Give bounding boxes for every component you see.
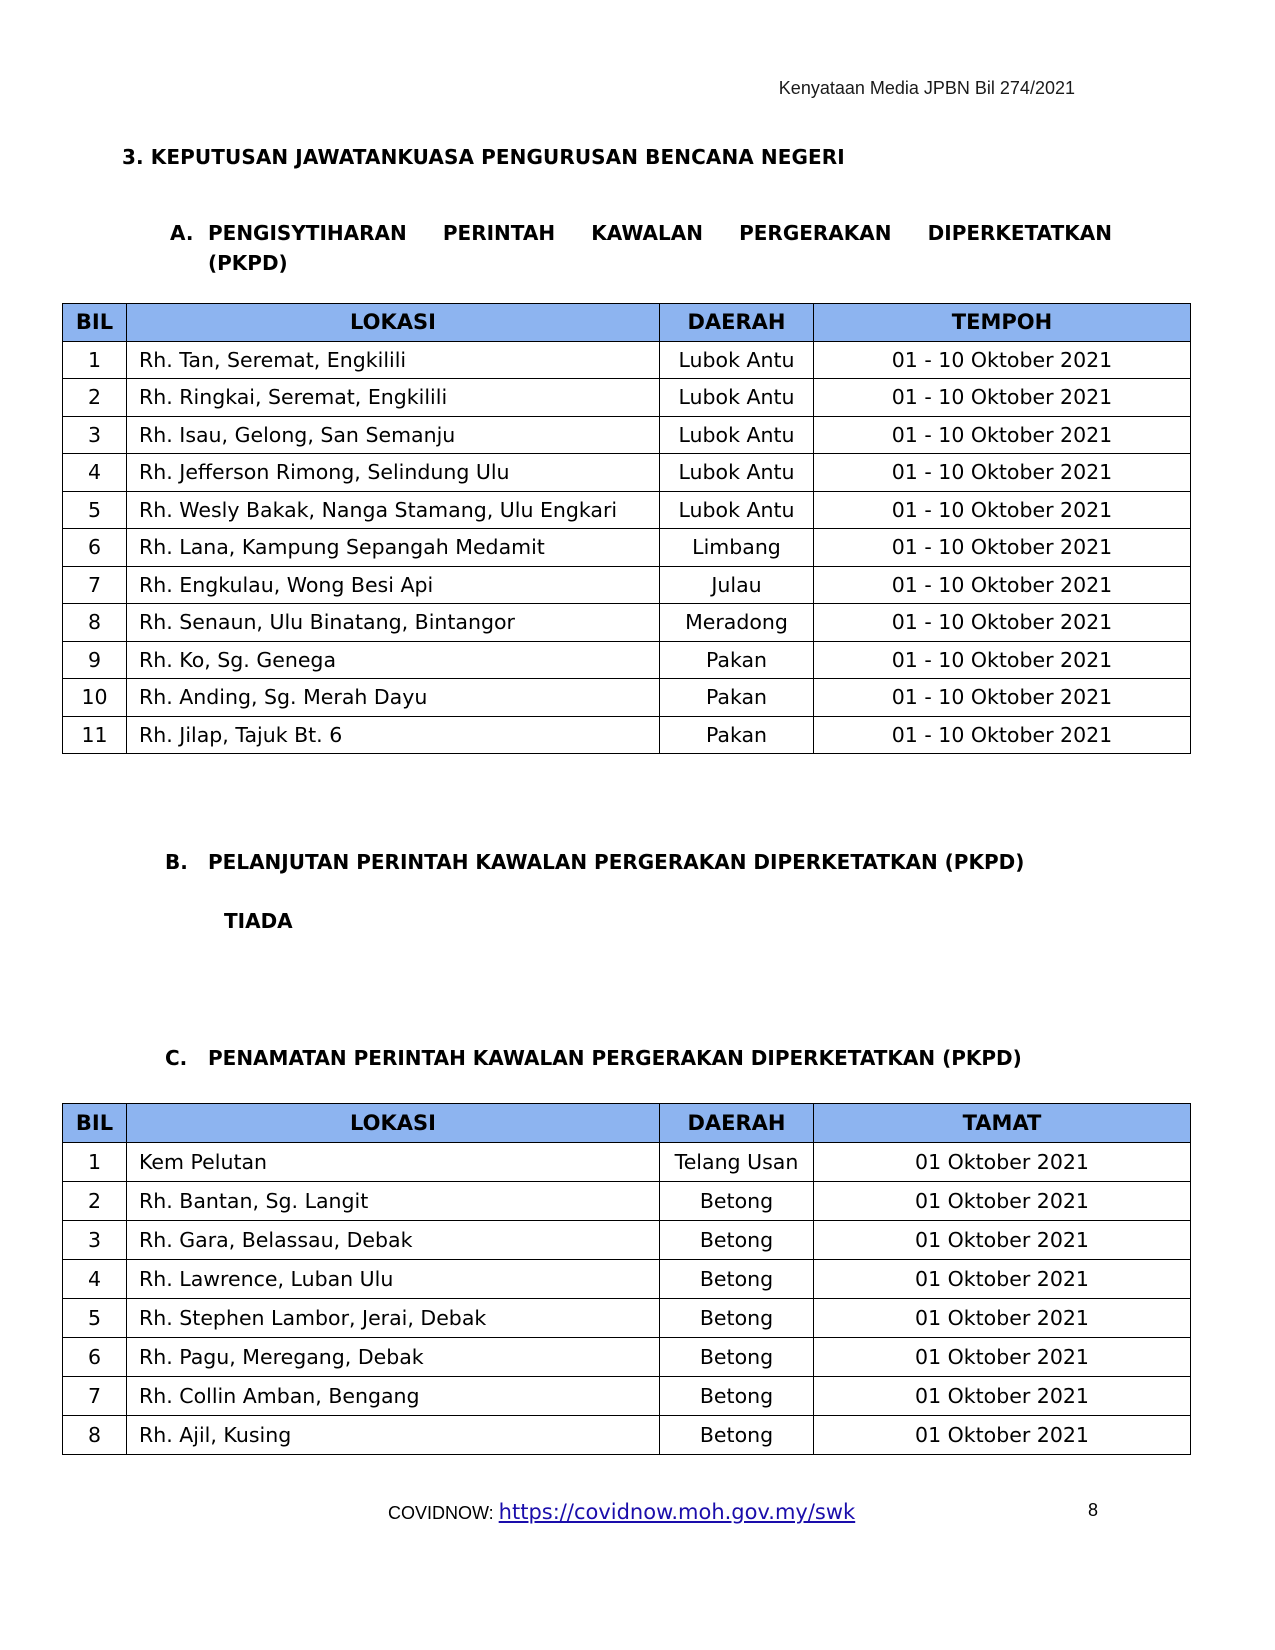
section-b-heading [165, 850, 1024, 874]
pkpd-termination-table [62, 1103, 1191, 1455]
table-row [63, 1299, 1191, 1338]
section-a-title-word: KAWALAN [591, 221, 703, 245]
cell-bil: 5 [63, 491, 127, 529]
cell-bil: 1 [63, 341, 127, 379]
table-row [63, 1377, 1191, 1416]
cell-date: 01 Oktober 2021 [814, 1182, 1191, 1221]
table-body [63, 341, 1191, 754]
table-row [63, 1260, 1191, 1299]
covidnow-link[interactable]: https://covidnow.moh.gov.my/swk [498, 1500, 856, 1524]
table-row [63, 529, 1191, 567]
table-row [63, 454, 1191, 492]
table-row [63, 1143, 1191, 1182]
cell-date: 01 Oktober 2021 [814, 1221, 1191, 1260]
cell-daerah: Lubok Antu [660, 379, 814, 417]
section-a-title-word: PERINTAH [442, 221, 556, 245]
table-row [63, 416, 1191, 454]
cell-daerah: Telang Usan [660, 1143, 814, 1182]
section-b-content: TIADA [224, 909, 293, 933]
cell-date: 01 - 10 Oktober 2021 [814, 604, 1191, 642]
section-c-title: PENAMATAN PERINTAH KAWALAN PERGERAKAN DIPERKETATKAN (PKPD) [208, 1046, 1022, 1070]
column-header-daerah: DAERAH [660, 1104, 814, 1143]
cell-bil: 4 [63, 454, 127, 492]
cell-bil: 2 [63, 379, 127, 417]
column-header-lokasi: LOKASI [127, 1104, 660, 1143]
cell-date: 01 - 10 Oktober 2021 [814, 716, 1191, 754]
cell-bil: 5 [63, 1299, 127, 1338]
cell-date: 01 - 10 Oktober 2021 [814, 529, 1191, 567]
cell-bil: 4 [63, 1260, 127, 1299]
cell-lokasi: Rh. Isau, Gelong, San Semanju [127, 416, 660, 454]
cell-daerah: Lubok Antu [660, 416, 814, 454]
column-header-bil: BIL [63, 1104, 127, 1143]
table-row [63, 679, 1191, 717]
cell-lokasi: Rh. Pagu, Meregang, Debak [127, 1338, 660, 1377]
table-row [63, 1338, 1191, 1377]
cell-bil: 7 [63, 1377, 127, 1416]
cell-lokasi: Rh. Ajil, Kusing [127, 1416, 660, 1455]
column-header-bil: BIL [63, 304, 127, 342]
cell-daerah: Betong [660, 1377, 814, 1416]
page-number: 8 [1088, 1500, 1099, 1520]
table-row [63, 566, 1191, 604]
cell-lokasi: Kem Pelutan [127, 1143, 660, 1182]
section-b-letter: B. [165, 850, 188, 874]
cell-date: 01 - 10 Oktober 2021 [814, 341, 1191, 379]
cell-lokasi: Rh. Jilap, Tajuk Bt. 6 [127, 716, 660, 754]
section-a-letter: A. [170, 221, 194, 245]
cell-bil: 7 [63, 566, 127, 604]
cell-daerah: Lubok Antu [660, 491, 814, 529]
cell-lokasi: Rh. Ko, Sg. Genega [127, 641, 660, 679]
cell-lokasi: Rh. Stephen Lambor, Jerai, Debak [127, 1299, 660, 1338]
table-row [63, 1182, 1191, 1221]
cell-date: 01 - 10 Oktober 2021 [814, 379, 1191, 417]
table-row [63, 341, 1191, 379]
cell-lokasi: Rh. Anding, Sg. Merah Dayu [127, 679, 660, 717]
column-header-tamat: TAMAT [814, 1104, 1191, 1143]
table-row [63, 1416, 1191, 1455]
cell-bil: 2 [63, 1182, 127, 1221]
cell-date: 01 Oktober 2021 [814, 1416, 1191, 1455]
cell-daerah: Lubok Antu [660, 454, 814, 492]
cell-date: 01 Oktober 2021 [814, 1299, 1191, 1338]
cell-date: 01 - 10 Oktober 2021 [814, 641, 1191, 679]
cell-daerah: Betong [660, 1299, 814, 1338]
cell-lokasi: Rh. Engkulau, Wong Besi Api [127, 566, 660, 604]
table-body [63, 1143, 1191, 1455]
cell-bil: 6 [63, 529, 127, 567]
column-header-tempoh: TEMPOH [814, 304, 1191, 342]
cell-lokasi: Rh. Jefferson Rimong, Selindung Ulu [127, 454, 660, 492]
cell-daerah: Pakan [660, 716, 814, 754]
section-a-title-word: PENGISYTIHARAN [208, 221, 407, 245]
cell-date: 01 - 10 Oktober 2021 [814, 454, 1191, 492]
section-a-heading [170, 221, 1112, 275]
document-reference: Kenyataan Media JPBN Bil 274/2021 [778, 78, 1075, 98]
cell-bil: 9 [63, 641, 127, 679]
cell-date: 01 - 10 Oktober 2021 [814, 566, 1191, 604]
cell-daerah: Betong [660, 1182, 814, 1221]
cell-lokasi: Rh. Wesly Bakak, Nanga Stamang, Ulu Engkari [127, 491, 660, 529]
table-header-row [63, 1104, 1191, 1143]
table-row [63, 604, 1191, 642]
cell-bil: 1 [63, 1143, 127, 1182]
cell-bil: 3 [63, 1221, 127, 1260]
cell-date: 01 Oktober 2021 [814, 1143, 1191, 1182]
cell-lokasi: Rh. Lana, Kampung Sepangah Medamit [127, 529, 660, 567]
cell-daerah: Julau [660, 566, 814, 604]
cell-bil: 11 [63, 716, 127, 754]
cell-lokasi: Rh. Senaun, Ulu Binatang, Bintangor [127, 604, 660, 642]
cell-date: 01 - 10 Oktober 2021 [814, 491, 1191, 529]
cell-daerah: Pakan [660, 679, 814, 717]
table-row [63, 1221, 1191, 1260]
cell-bil: 3 [63, 416, 127, 454]
cell-daerah: Betong [660, 1416, 814, 1455]
pkpd-declaration-table [62, 303, 1191, 754]
cell-lokasi: Rh. Lawrence, Luban Ulu [127, 1260, 660, 1299]
cell-lokasi: Rh. Gara, Belassau, Debak [127, 1221, 660, 1260]
table-row [63, 379, 1191, 417]
cell-daerah: Lubok Antu [660, 341, 814, 379]
table-row [63, 716, 1191, 754]
cell-daerah: Pakan [660, 641, 814, 679]
cell-daerah: Betong [660, 1260, 814, 1299]
cell-date: 01 Oktober 2021 [814, 1377, 1191, 1416]
section-a-title-word: PERGERAKAN [739, 221, 892, 245]
cell-daerah: Meradong [660, 604, 814, 642]
section-b-title: PELANJUTAN PERINTAH KAWALAN PERGERAKAN DIPERKETATKAN (PKPD) [208, 850, 1025, 874]
table-row [63, 491, 1191, 529]
section-c-letter: C. [165, 1046, 188, 1070]
column-header-daerah: DAERAH [660, 304, 814, 342]
cell-daerah: Limbang [660, 529, 814, 567]
cell-lokasi: Rh. Tan, Seremat, Engkilili [127, 341, 660, 379]
cell-date: 01 - 10 Oktober 2021 [814, 679, 1191, 717]
cell-date: 01 Oktober 2021 [814, 1260, 1191, 1299]
cell-daerah: Betong [660, 1338, 814, 1377]
cell-bil: 6 [63, 1338, 127, 1377]
section-a-title-line2: (PKPD) [208, 251, 288, 275]
cell-lokasi: Rh. Bantan, Sg. Langit [127, 1182, 660, 1221]
cell-bil: 10 [63, 679, 127, 717]
cell-lokasi: Rh. Collin Amban, Bengang [127, 1377, 660, 1416]
table-header-row [63, 304, 1191, 342]
footer-label: COVIDNOW: [388, 1503, 499, 1523]
section-c-heading [165, 1046, 1022, 1070]
cell-lokasi: Rh. Ringkai, Seremat, Engkilili [127, 379, 660, 417]
cell-date: 01 - 10 Oktober 2021 [814, 416, 1191, 454]
cell-daerah: Betong [660, 1221, 814, 1260]
cell-date: 01 Oktober 2021 [814, 1338, 1191, 1377]
footer [388, 1500, 855, 1524]
main-heading: 3. KEPUTUSAN JAWATANKUASA PENGURUSAN BENCANA NEGERI [122, 145, 845, 169]
cell-bil: 8 [63, 1416, 127, 1455]
section-a-title-word: DIPERKETATKAN [927, 221, 1112, 245]
column-header-lokasi: LOKASI [127, 304, 660, 342]
table-row [63, 641, 1191, 679]
cell-bil: 8 [63, 604, 127, 642]
